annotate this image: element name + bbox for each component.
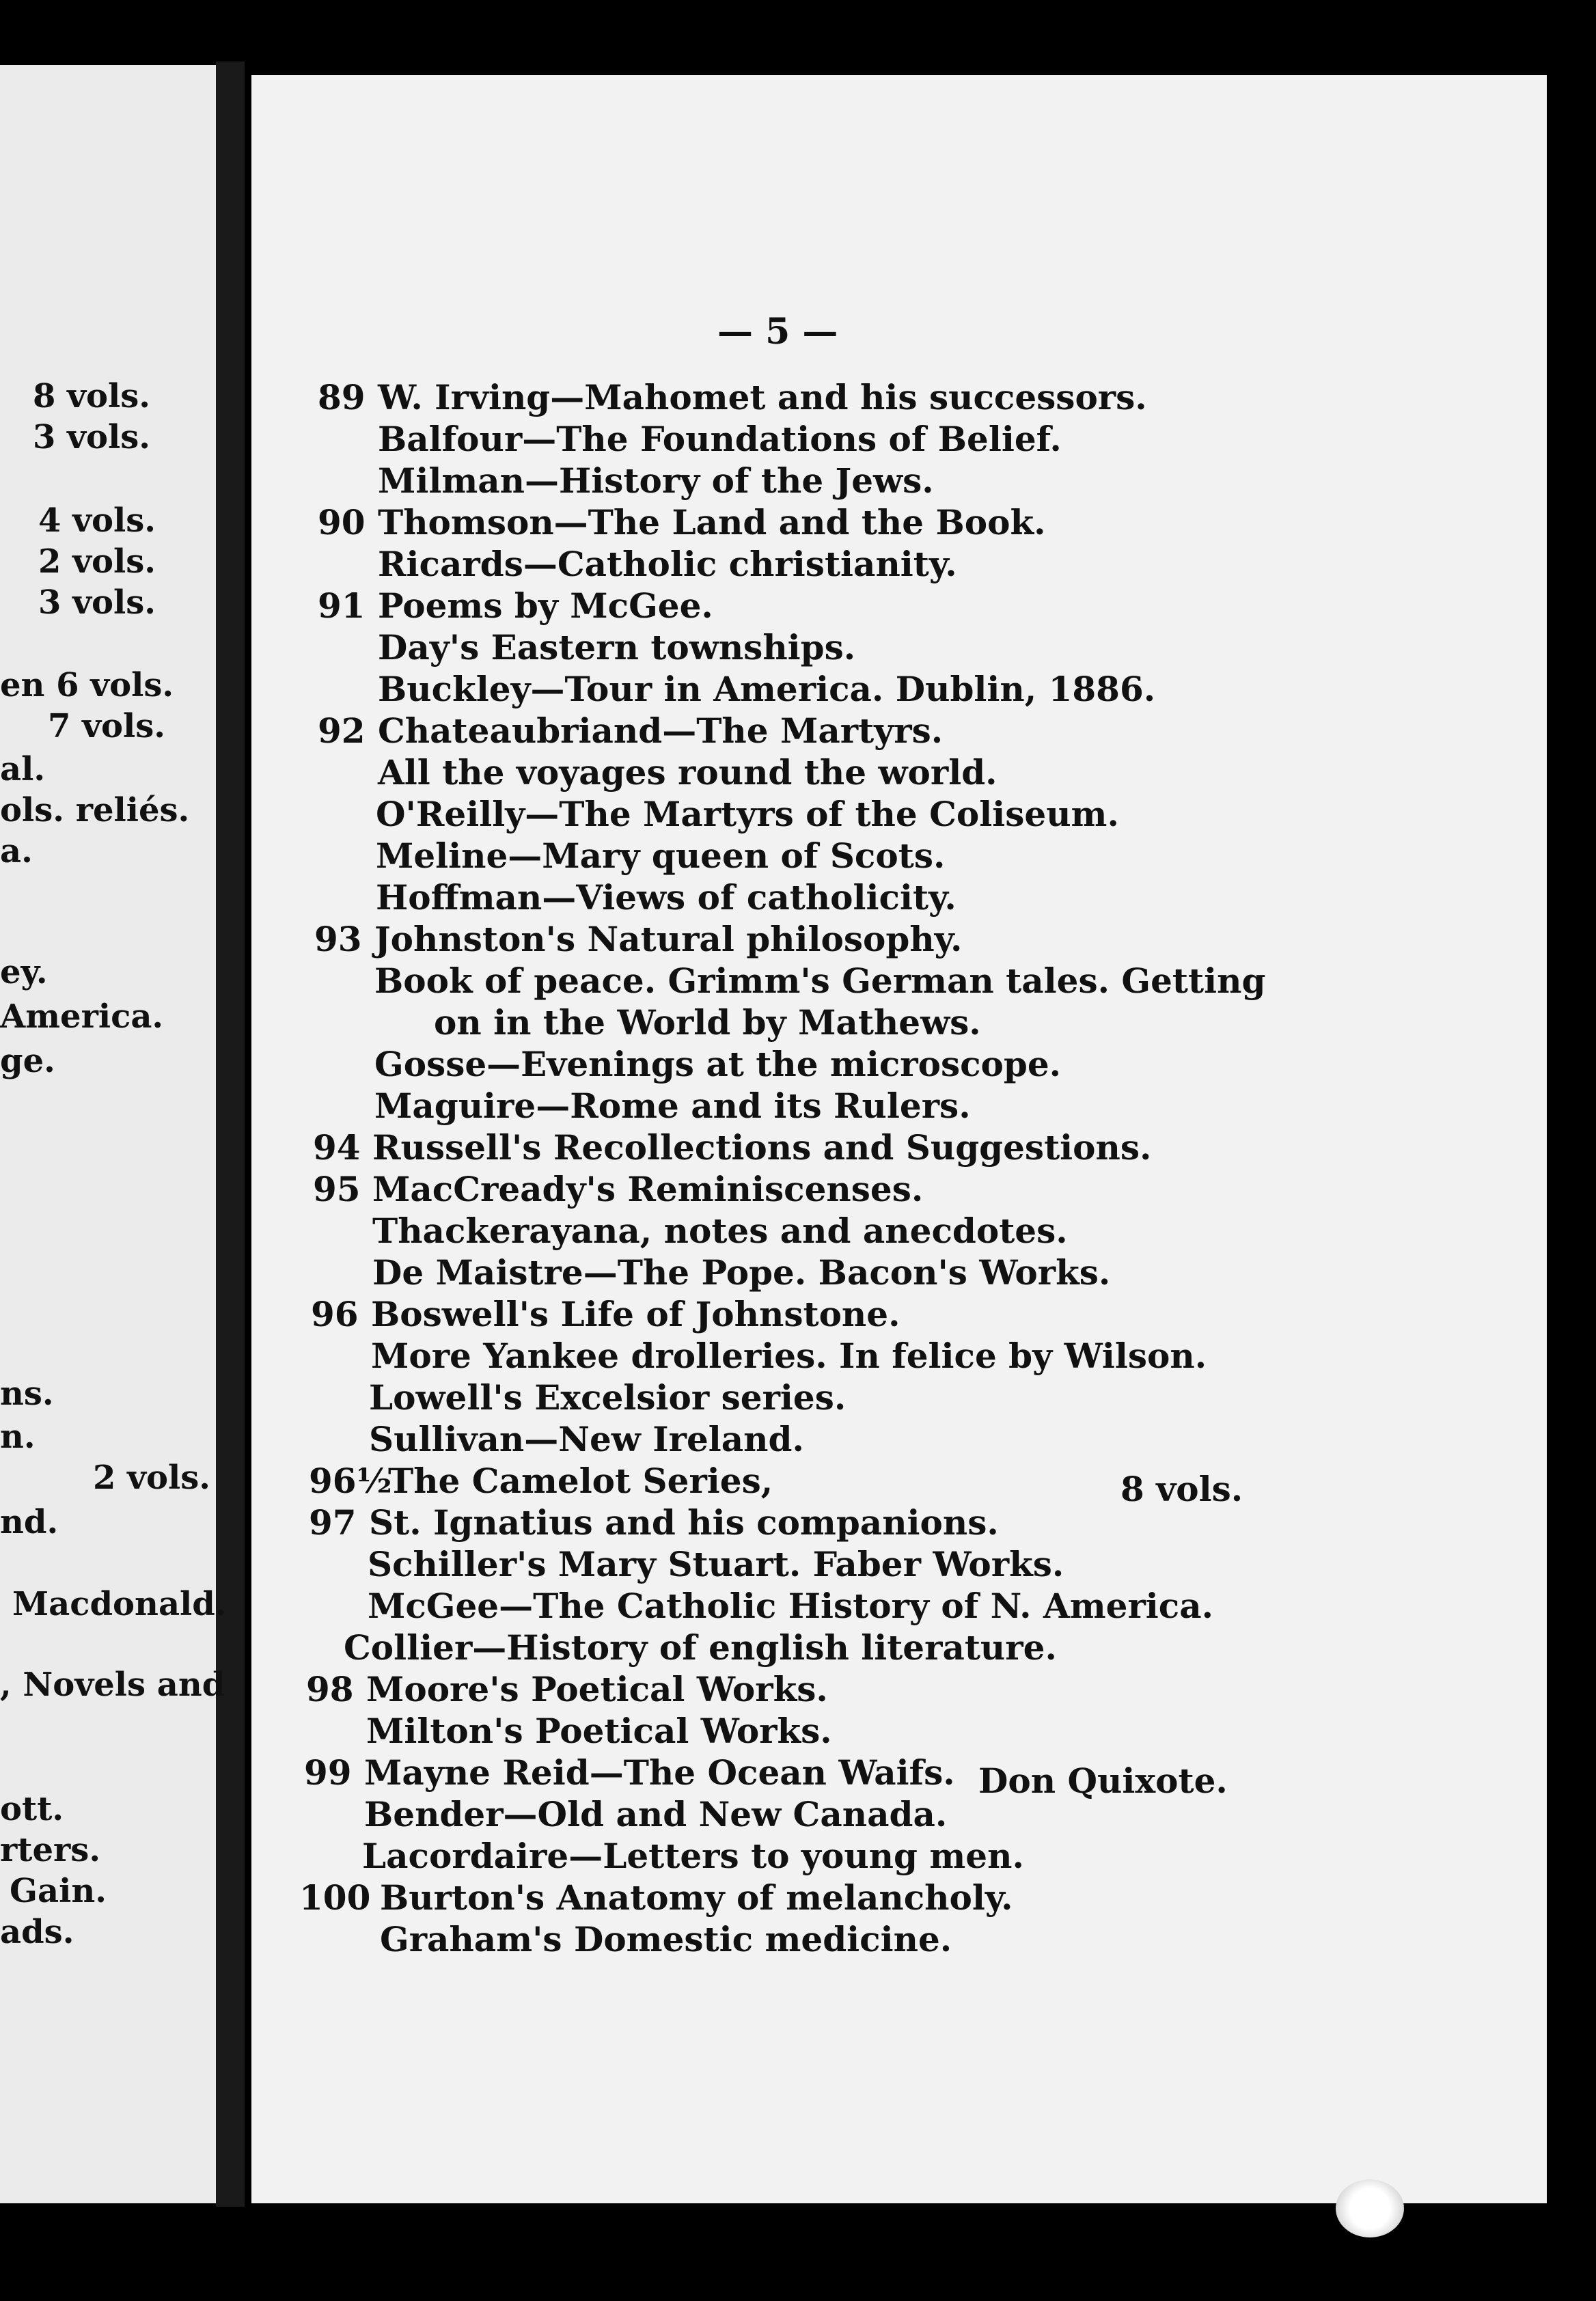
left-line: nd. bbox=[0, 1503, 59, 1541]
paper-smudge bbox=[1336, 2179, 1404, 2237]
entry-text: MacCready's Reminiscenses. bbox=[372, 1169, 924, 1209]
entry-text: Buckley—Tour in America. Dublin, 1886. bbox=[378, 669, 1156, 709]
entry-text: Lowell's Excelsior series. bbox=[369, 1377, 847, 1418]
entry-text: Sullivan—New Ireland. bbox=[369, 1419, 804, 1459]
left-line: 8 vols. bbox=[33, 377, 150, 415]
left-line: 4 vols. bbox=[38, 501, 156, 540]
entry-text: Johnston's Natural philosophy. bbox=[374, 919, 963, 959]
entry-number: 96 bbox=[311, 1294, 359, 1334]
entry-text: Collier—History of english literature. bbox=[344, 1627, 1057, 1668]
entry-text: Milton's Poetical Works. bbox=[366, 1711, 832, 1751]
entry-text: The Camelot Series, bbox=[388, 1461, 773, 1501]
left-line: al. bbox=[0, 750, 46, 788]
left-line: 3 vols. bbox=[38, 583, 156, 622]
entry-number: 92 bbox=[318, 711, 366, 751]
entry-number: 90 bbox=[318, 502, 366, 542]
entry-text: Balfour—The Foundations of Belief. bbox=[378, 419, 1062, 459]
entry-number: 96½ bbox=[309, 1461, 392, 1501]
left-line: n. bbox=[0, 1418, 36, 1456]
left-line: ey. bbox=[0, 953, 48, 991]
entry-text: Russell's Recollections and Suggestions. bbox=[372, 1127, 1152, 1168]
left-line: Gain. bbox=[10, 1872, 107, 1910]
left-line: , Novels and bbox=[0, 1666, 225, 1704]
entry-text: O'Reilly—The Martyrs of the Coliseum. bbox=[376, 794, 1119, 834]
entry-text: De Maistre—The Pope. Bacon's Works. bbox=[372, 1252, 1111, 1293]
entry-text: Boswell's Life of Johnstone. bbox=[371, 1294, 900, 1334]
entry-text: Day's Eastern townships. bbox=[378, 627, 856, 667]
left-line: ge. bbox=[0, 1042, 55, 1080]
book-gutter bbox=[216, 61, 245, 2207]
left-line: ols. reliés. bbox=[0, 791, 190, 829]
entry-text: Mayne Reid—The Ocean Waifs. bbox=[364, 1752, 955, 1793]
entry-number: 99 bbox=[304, 1752, 352, 1793]
entry-text: Thomson—The Land and the Book. bbox=[378, 502, 1046, 542]
entry-volume-count: 8 vols. bbox=[1120, 1469, 1243, 1509]
left-line: rters. bbox=[0, 1831, 101, 1869]
entry-extra-title: Don Quixote. bbox=[978, 1761, 1228, 1801]
left-line: America. bbox=[0, 997, 164, 1036]
left-line: a. bbox=[0, 832, 33, 870]
entry-text: Bender—Old and New Canada. bbox=[364, 1794, 948, 1834]
entry-text: Thackerayana, notes and anecdotes. bbox=[372, 1211, 1068, 1251]
page-number: — 5 — bbox=[717, 311, 838, 353]
left-line: ott. bbox=[0, 1790, 64, 1828]
entry-number: 95 bbox=[313, 1169, 361, 1209]
left-line: Macdonald. bbox=[12, 1585, 227, 1623]
entry-number: 97 bbox=[309, 1502, 357, 1543]
entry-text: Meline—Mary queen of Scots. bbox=[376, 836, 946, 876]
entry-text: Gosse—Evenings at the microscope. bbox=[374, 1044, 1062, 1084]
entry-text: Hoffman—Views of catholicity. bbox=[376, 877, 957, 918]
entry-number: 89 bbox=[318, 377, 366, 417]
entry-number: 91 bbox=[318, 585, 366, 626]
entry-text: Lacordaire—Letters to young men. bbox=[362, 1836, 1024, 1876]
left-line: 2 vols. bbox=[38, 542, 156, 581]
entry-text: More Yankee drolleries. In felice by Wilson. bbox=[371, 1336, 1207, 1376]
left-line: ns. bbox=[0, 1375, 54, 1413]
entry-text: Ricards—Catholic christianity. bbox=[378, 544, 957, 584]
entry-number: 94 bbox=[313, 1127, 361, 1168]
entry-text: Burton's Anatomy of melancholy. bbox=[380, 1877, 1013, 1918]
entry-text: Maguire—Rome and its Rulers. bbox=[374, 1086, 971, 1126]
entry-text: St. Ignatius and his companions. bbox=[369, 1502, 999, 1543]
entry-number: 98 bbox=[306, 1669, 354, 1709]
entry-text: on in the World by Mathews. bbox=[434, 1002, 981, 1043]
entry-text: W. Irving—Mahomet and his successors. bbox=[378, 377, 1147, 417]
left-line: 2 vols. bbox=[93, 1459, 210, 1497]
entry-text: Milman—History of the Jews. bbox=[378, 460, 934, 501]
left-line: ads. bbox=[0, 1913, 74, 1951]
entry-number: 100 bbox=[299, 1877, 371, 1918]
entry-text: Chateaubriand—The Martyrs. bbox=[378, 711, 944, 751]
entry-text: Book of peace. Grimm's German tales. Getting bbox=[374, 961, 1266, 1001]
left-line: 3 vols. bbox=[33, 418, 150, 456]
entry-text: Graham's Domestic medicine. bbox=[380, 1919, 952, 1959]
entry-text: McGee—The Catholic History of N. America. bbox=[368, 1586, 1214, 1626]
entry-text: Moore's Poetical Works. bbox=[366, 1669, 828, 1709]
entry-text: Schiller's Mary Stuart. Faber Works. bbox=[368, 1544, 1064, 1584]
entry-number: 93 bbox=[314, 919, 362, 959]
entry-text: All the voyages round the world. bbox=[378, 752, 998, 793]
entry-text: Poems by McGee. bbox=[378, 585, 713, 626]
left-line: en 6 vols. bbox=[0, 666, 174, 704]
left-line: 7 vols. bbox=[48, 707, 165, 745]
